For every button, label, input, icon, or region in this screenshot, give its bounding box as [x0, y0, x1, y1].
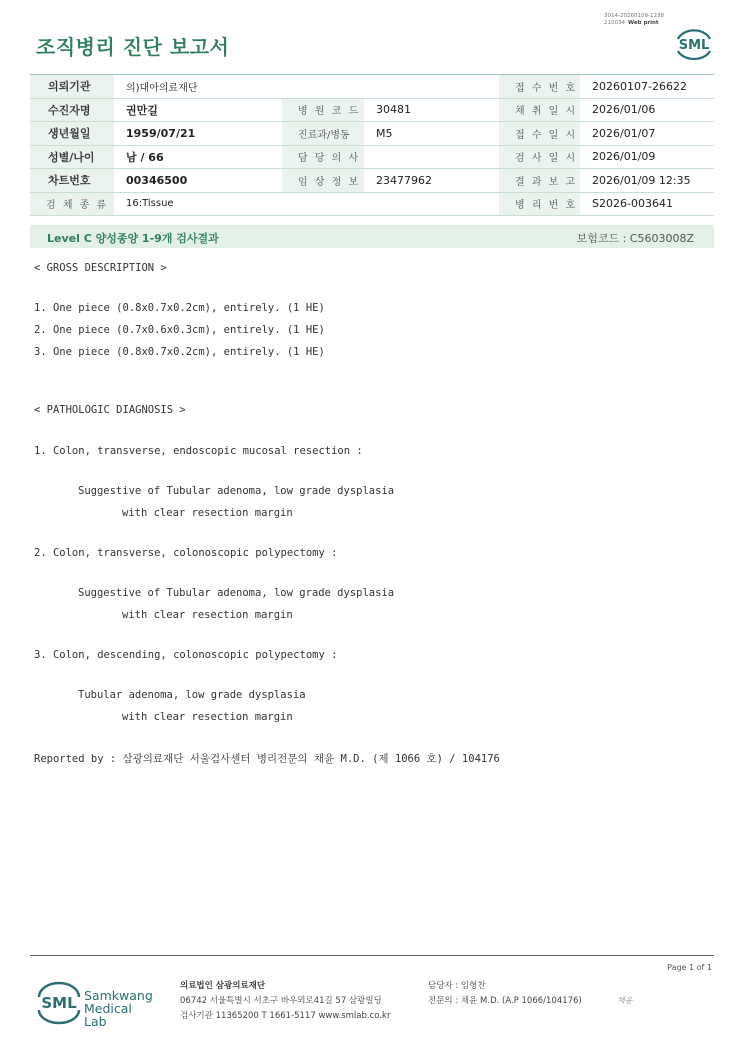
sex-age-label: 성별/나이 — [30, 145, 114, 169]
sml-logo-icon — [36, 980, 82, 1026]
patient-name-label: 수진자명 — [30, 98, 114, 122]
gross-heading: < GROSS DESCRIPTION > — [34, 262, 167, 274]
receipt-no-label: 접 수 번 호 — [499, 75, 580, 99]
footer-address: 06742 서울특별시 서초구 바우뫼로41길 57 삼광빌딩 — [180, 996, 382, 1006]
hospital-code-label: 병 원 코 드 — [282, 98, 364, 122]
receipt-date-value: 2026/01/07 — [580, 122, 714, 146]
specialist-signature: 채윤 — [617, 996, 633, 1005]
dept-label: 진료과/병동 — [282, 122, 364, 146]
clinical-info-value: 23477962 — [364, 169, 499, 193]
dob-label: 생년월일 — [30, 122, 114, 146]
dept-value: M5 — [364, 122, 499, 146]
hospital-code-value: 30481 — [364, 98, 499, 122]
diagnosis-site: 1. Colon, transverse, endoscopic mucosal resection : — [34, 445, 363, 457]
diagnosis-margin: with clear resection margin — [122, 507, 293, 519]
info-row — [30, 122, 714, 146]
diagnosis-heading: < PATHOLOGIC DIAGNOSIS > — [34, 404, 186, 416]
web-print-label: Web print — [628, 20, 659, 26]
footer-contact: 검사기관 11365200 T 1661-5117 www.smlab.co.kr — [180, 1011, 391, 1021]
report-date-label: 결 과 보 고 — [499, 169, 580, 193]
dob-value: 1959/07/21 — [114, 122, 282, 146]
sex-age-value: 남 / 66 — [114, 145, 282, 169]
requesting-org-label: 의뢰기관 — [30, 75, 114, 99]
result-title-bar — [30, 225, 714, 248]
staff-name: 임형찬 — [460, 981, 486, 991]
path-no-label: 병 리 번 호 — [499, 192, 580, 216]
chart-no-label: 차트번호 — [30, 169, 114, 193]
diagnosis-site: 3. Colon, descending, colonoscopic polypectomy : — [34, 649, 338, 661]
sml-logo-icon — [674, 26, 714, 62]
logo-name — [84, 989, 156, 1028]
diagnosis-finding: Suggestive of Tubular adenoma, low grade dysplasia — [78, 485, 395, 497]
diagnosis-finding: Tubular adenoma, low grade dysplasia — [78, 689, 306, 701]
collection-date-value: 2026/01/06 — [580, 98, 714, 122]
diagnosis-margin: with clear resection margin — [122, 609, 293, 621]
receipt-date-label: 접 수 일 시 — [499, 122, 580, 146]
path-no-value: S2026-003641 — [580, 192, 714, 216]
doctor-value — [364, 145, 499, 169]
diagnosis-finding: Suggestive of Tubular adenoma, low grade dysplasia — [78, 587, 395, 599]
doctor-label: 담 당 의 사 — [282, 145, 364, 169]
patient-name-value: 권만길 — [114, 98, 282, 122]
exam-date-label: 검 사 일 시 — [499, 145, 580, 169]
footer-staff-info — [428, 979, 582, 1009]
patient-info-table — [30, 74, 714, 216]
print-id-line2: 210034 — [604, 20, 625, 26]
info-row — [30, 192, 714, 216]
specialist-label: 전문의 : — [428, 996, 459, 1006]
diagnosis-margin: with clear resection margin — [122, 711, 293, 723]
report-title: 조직병리 진단 보고서 — [36, 35, 230, 59]
gross-item: 1. One piece (0.8x0.7x0.2cm), entirely. (1 HE) — [34, 302, 325, 314]
info-row — [30, 169, 714, 193]
info-row — [30, 75, 714, 99]
logo-name-line2: Medical Lab — [84, 1001, 132, 1029]
gross-item: 3. One piece (0.8x0.7x0.2cm), entirely. (1 HE) — [34, 346, 325, 358]
footer-logo — [36, 980, 156, 1029]
staff-label: 담당자 : — [428, 981, 459, 991]
footer-org-info — [180, 979, 390, 1024]
specimen-label: 검 체 종 류 — [30, 192, 114, 216]
footer-divider — [30, 955, 714, 956]
info-row — [30, 145, 714, 169]
chart-no-value: 00346500 — [114, 169, 282, 193]
logo-name-line1: Samkwang — [84, 988, 153, 1003]
gross-item: 2. One piece (0.7x0.6x0.3cm), entirely. (1 HE) — [34, 324, 325, 336]
collection-date-label: 채 취 일 시 — [499, 98, 580, 122]
diagnosis-site: 2. Colon, transverse, colonoscopic polypectomy : — [34, 547, 338, 559]
reported-by: Reported by : 삼광의료재단 서울검사센터 병리전문의 채윤 M.D. (제 1066 호) / 104176 — [34, 753, 500, 765]
report-date-value: 2026/01/09 12:35 — [580, 169, 714, 193]
print-id-line1: 3014-20260109-1238 — [604, 13, 664, 19]
logo-mark-text: SML — [41, 994, 77, 1012]
requesting-org-value: 의)대아의료재단 — [114, 75, 499, 99]
logo-mark-text: SML — [678, 38, 710, 53]
footer-org-name: 의료법인 삼광의료재단 — [180, 981, 266, 991]
print-id — [604, 13, 664, 27]
specimen-value: 16:Tissue — [114, 192, 499, 216]
clinical-info-label: 임 상 정 보 — [282, 169, 364, 193]
result-title: Level C 양성종양 1-9개 검사결과 — [47, 232, 219, 245]
info-row — [30, 98, 714, 122]
page-number: Page 1 of 1 — [667, 963, 712, 972]
exam-date-value: 2026/01/09 — [580, 145, 714, 169]
receipt-no-value: 20260107-26622 — [580, 75, 714, 99]
specialist-name: 채윤 M.D. (A.P 1066/104176) — [460, 996, 582, 1006]
insurance-code: 보험코드 : C5603008Z — [576, 232, 694, 245]
